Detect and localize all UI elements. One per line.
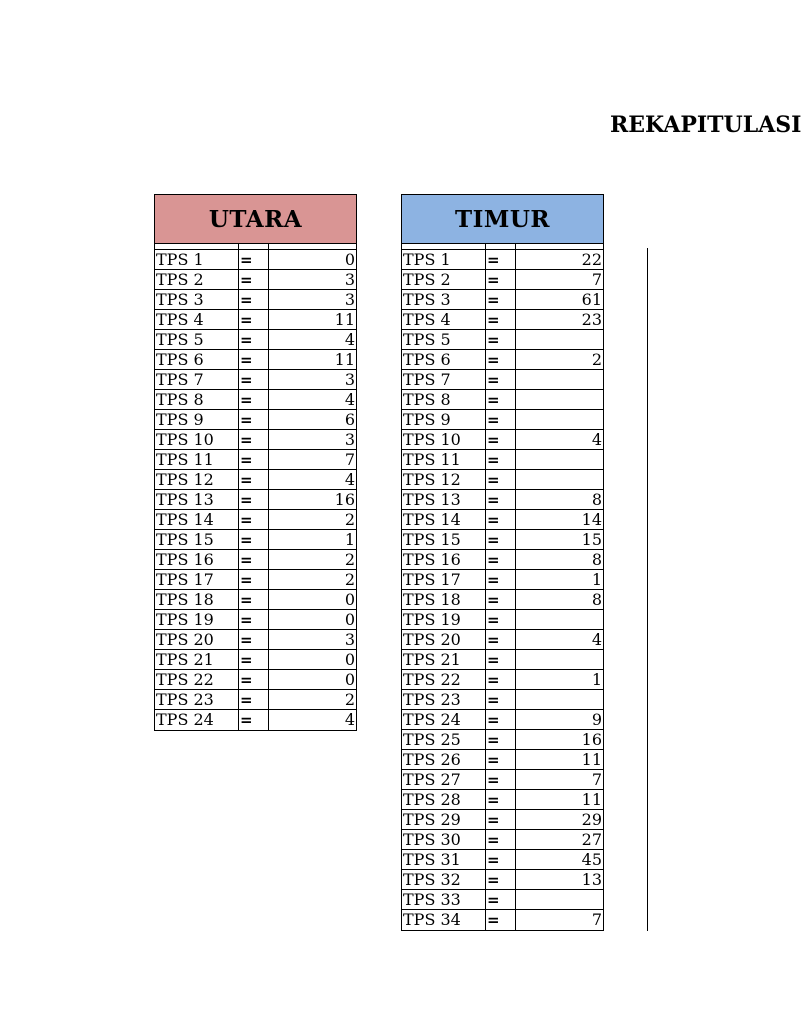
vote-count: 1: [591, 570, 602, 589]
tps-label: TPS 5: [155, 330, 239, 349]
vote-count: 14: [581, 510, 602, 529]
table-row: [402, 650, 603, 670]
vote-count: 9: [591, 710, 602, 729]
vote-count: 4: [344, 390, 355, 409]
table-row: [402, 870, 603, 890]
table-row: [155, 690, 356, 710]
column-divider: [647, 248, 648, 931]
table-row: [402, 390, 603, 410]
table-row: [402, 770, 603, 790]
table-row: [155, 330, 356, 350]
table-row: [155, 450, 356, 470]
equals-sign: =: [486, 370, 516, 389]
vote-count: [516, 690, 603, 709]
vote-count: 8: [591, 550, 602, 569]
table-row: [155, 410, 356, 430]
timur-header: TIMUR: [402, 195, 603, 244]
table-row: [155, 490, 356, 510]
vote-count: 1: [344, 530, 355, 549]
equals-sign: =: [486, 410, 516, 429]
tps-label: TPS 14: [155, 510, 239, 529]
tps-label: TPS 1: [155, 250, 239, 269]
table-row: [402, 630, 603, 650]
tps-label: TPS 5: [402, 330, 486, 349]
equals-sign: =: [486, 610, 516, 629]
table-row: [402, 490, 603, 510]
vote-count: 0: [344, 610, 355, 629]
tps-label: TPS 26: [402, 750, 486, 769]
vote-count: 0: [344, 670, 355, 689]
vote-count: 3: [344, 270, 355, 289]
equals-sign: =: [239, 710, 269, 730]
vote-count: 61: [581, 290, 602, 309]
equals-sign: =: [239, 390, 269, 409]
table-row: [402, 750, 603, 770]
table-row: [402, 790, 603, 810]
tps-label: TPS 7: [402, 370, 486, 389]
tps-label: TPS 15: [155, 530, 239, 549]
tps-label: TPS 4: [155, 310, 239, 329]
table-row: [402, 330, 603, 350]
vote-count: 2: [344, 550, 355, 569]
tps-label: TPS 19: [402, 610, 486, 629]
table-row: [402, 530, 603, 550]
vote-count: 7: [591, 910, 602, 929]
tps-label: TPS 8: [155, 390, 239, 409]
vote-count: 2: [591, 350, 602, 369]
table-row: [402, 830, 603, 850]
equals-sign: =: [239, 610, 269, 629]
vote-count: 4: [344, 470, 355, 489]
equals-sign: =: [239, 250, 269, 269]
tps-label: TPS 10: [155, 430, 239, 449]
tps-label: TPS 2: [402, 270, 486, 289]
tps-label: TPS 6: [155, 350, 239, 369]
tps-label: TPS 3: [155, 290, 239, 309]
equals-sign: =: [239, 310, 269, 329]
vote-count: 16: [581, 730, 602, 749]
vote-count: 0: [344, 250, 355, 269]
equals-sign: =: [486, 710, 516, 729]
equals-sign: =: [239, 550, 269, 569]
tps-label: TPS 30: [402, 830, 486, 849]
vote-count: 4: [591, 430, 602, 449]
table-row: [402, 570, 603, 590]
vote-count: 29: [581, 810, 602, 829]
tps-label: TPS 34: [402, 910, 486, 930]
table-row: [155, 610, 356, 630]
vote-count: [516, 470, 603, 489]
vote-count: [516, 450, 603, 469]
vote-count: [516, 610, 603, 629]
tps-label: TPS 23: [402, 690, 486, 709]
vote-count: [516, 890, 603, 909]
tps-label: TPS 21: [402, 650, 486, 669]
table-row: [402, 450, 603, 470]
vote-count: 4: [344, 710, 355, 729]
equals-sign: =: [486, 810, 516, 829]
equals-sign: =: [486, 890, 516, 909]
tps-label: TPS 16: [402, 550, 486, 569]
equals-sign: =: [486, 270, 516, 289]
table-row: [155, 550, 356, 570]
tps-label: TPS 29: [402, 810, 486, 829]
equals-sign: =: [239, 630, 269, 649]
tps-label: TPS 32: [402, 870, 486, 889]
equals-sign: =: [486, 510, 516, 529]
tps-label: TPS 25: [402, 730, 486, 749]
table-row: [402, 910, 603, 930]
vote-count: 15: [581, 530, 602, 549]
tps-label: TPS 9: [155, 410, 239, 429]
equals-sign: =: [486, 850, 516, 869]
equals-sign: =: [486, 570, 516, 589]
tps-label: TPS 7: [155, 370, 239, 389]
equals-sign: =: [486, 630, 516, 649]
vote-count: 27: [581, 830, 602, 849]
vote-count: 0: [344, 590, 355, 609]
tps-label: TPS 18: [155, 590, 239, 609]
equals-sign: =: [239, 670, 269, 689]
tps-label: TPS 28: [402, 790, 486, 809]
vote-count: 3: [344, 290, 355, 309]
vote-count: 11: [581, 750, 602, 769]
equals-sign: =: [486, 670, 516, 689]
vote-count: 2: [344, 570, 355, 589]
tps-label: TPS 33: [402, 890, 486, 909]
equals-sign: =: [239, 410, 269, 429]
table-row: [402, 470, 603, 490]
tps-label: TPS 21: [155, 650, 239, 669]
table-row: [155, 650, 356, 670]
equals-sign: =: [239, 590, 269, 609]
tps-label: TPS 24: [155, 710, 239, 730]
table-row: [155, 270, 356, 290]
tps-label: TPS 11: [155, 450, 239, 469]
equals-sign: =: [239, 510, 269, 529]
vote-count: 16: [334, 490, 355, 509]
tps-label: TPS 13: [155, 490, 239, 509]
equals-sign: =: [239, 330, 269, 349]
vote-count: 7: [591, 770, 602, 789]
equals-sign: =: [239, 350, 269, 369]
vote-count: 23: [581, 310, 602, 329]
table-row: [402, 290, 603, 310]
equals-sign: =: [486, 470, 516, 489]
vote-count: 2: [344, 510, 355, 529]
tps-label: TPS 11: [402, 450, 486, 469]
equals-sign: =: [486, 690, 516, 709]
tps-label: TPS 31: [402, 850, 486, 869]
table-row: [155, 470, 356, 490]
equals-sign: =: [486, 290, 516, 309]
table-row: [402, 710, 603, 730]
vote-count: 45: [581, 850, 602, 869]
equals-sign: =: [239, 450, 269, 469]
table-row: [155, 630, 356, 650]
vote-count: [516, 370, 603, 389]
table-row: [402, 310, 603, 330]
table-row: [155, 290, 356, 310]
vote-count: [516, 650, 603, 669]
table-row: [402, 510, 603, 530]
vote-count: 11: [334, 310, 355, 329]
equals-sign: =: [239, 370, 269, 389]
tps-label: TPS 14: [402, 510, 486, 529]
table-row: [155, 590, 356, 610]
vote-count: 4: [591, 630, 602, 649]
equals-sign: =: [486, 310, 516, 329]
equals-sign: =: [239, 490, 269, 509]
equals-sign: =: [239, 290, 269, 309]
tps-label: TPS 17: [155, 570, 239, 589]
tps-label: TPS 20: [155, 630, 239, 649]
table-row: [155, 310, 356, 330]
equals-sign: =: [486, 650, 516, 669]
page-title: REKAPITULASI: [610, 112, 801, 138]
equals-sign: =: [486, 910, 516, 930]
table-row: [402, 670, 603, 690]
tps-label: TPS 6: [402, 350, 486, 369]
vote-count: 3: [344, 370, 355, 389]
tps-label: TPS 19: [155, 610, 239, 629]
vote-count: 13: [581, 870, 602, 889]
table-row: [402, 410, 603, 430]
table-row: [155, 250, 356, 270]
vote-count: 1: [591, 670, 602, 689]
equals-sign: =: [486, 450, 516, 469]
table-row: [155, 530, 356, 550]
tps-label: TPS 17: [402, 570, 486, 589]
tps-label: TPS 10: [402, 430, 486, 449]
tps-label: TPS 9: [402, 410, 486, 429]
table-row: [402, 810, 603, 830]
equals-sign: =: [486, 730, 516, 749]
equals-sign: =: [239, 530, 269, 549]
tps-label: TPS 20: [402, 630, 486, 649]
table-row: [402, 590, 603, 610]
equals-sign: =: [486, 250, 516, 269]
vote-count: [516, 410, 603, 429]
equals-sign: =: [486, 870, 516, 889]
table-row: [402, 250, 603, 270]
equals-sign: =: [486, 490, 516, 509]
equals-sign: =: [486, 430, 516, 449]
table-row: [402, 890, 603, 910]
table-row: [155, 710, 356, 730]
tps-label: TPS 13: [402, 490, 486, 509]
tps-label: TPS 1: [402, 250, 486, 269]
equals-sign: =: [486, 590, 516, 609]
tps-label: TPS 12: [155, 470, 239, 489]
table-row: [402, 850, 603, 870]
equals-sign: =: [239, 430, 269, 449]
utara-rows: [155, 250, 356, 730]
timur-rows: [402, 250, 603, 930]
vote-count: 7: [344, 450, 355, 469]
table-row: [402, 430, 603, 450]
vote-count: 11: [581, 790, 602, 809]
table-row: [155, 350, 356, 370]
equals-sign: =: [486, 530, 516, 549]
equals-sign: =: [239, 570, 269, 589]
equals-sign: =: [239, 270, 269, 289]
table-row: [402, 370, 603, 390]
vote-count: 2: [344, 690, 355, 709]
tps-label: TPS 22: [402, 670, 486, 689]
tps-label: TPS 18: [402, 590, 486, 609]
equals-sign: =: [486, 330, 516, 349]
equals-sign: =: [486, 390, 516, 409]
tps-label: TPS 2: [155, 270, 239, 289]
equals-sign: =: [486, 830, 516, 849]
table-row: [155, 570, 356, 590]
tps-label: TPS 22: [155, 670, 239, 689]
equals-sign: =: [239, 690, 269, 709]
table-row: [155, 510, 356, 530]
table-row: [402, 550, 603, 570]
tps-label: TPS 12: [402, 470, 486, 489]
vote-count: 6: [344, 410, 355, 429]
vote-count: [516, 330, 603, 349]
table-row: [402, 270, 603, 290]
table-row: [402, 690, 603, 710]
tps-label: TPS 4: [402, 310, 486, 329]
equals-sign: =: [486, 750, 516, 769]
utara-header: UTARA: [155, 195, 356, 244]
vote-count: 22: [581, 250, 602, 269]
equals-sign: =: [486, 350, 516, 369]
tps-label: TPS 27: [402, 770, 486, 789]
table-row: [155, 430, 356, 450]
tps-label: TPS 24: [402, 710, 486, 729]
tps-label: TPS 15: [402, 530, 486, 549]
vote-count: 3: [344, 430, 355, 449]
timur-table: [401, 194, 604, 931]
equals-sign: =: [239, 470, 269, 489]
vote-count: 4: [344, 330, 355, 349]
vote-count: 11: [334, 350, 355, 369]
table-row: [155, 370, 356, 390]
tps-label: TPS 16: [155, 550, 239, 569]
vote-count: 7: [591, 270, 602, 289]
equals-sign: =: [486, 790, 516, 809]
table-row: [155, 670, 356, 690]
vote-count: [516, 390, 603, 409]
vote-count: 8: [591, 490, 602, 509]
table-row: [155, 390, 356, 410]
table-row: [402, 350, 603, 370]
vote-count: 3: [344, 630, 355, 649]
tps-label: TPS 3: [402, 290, 486, 309]
tps-label: TPS 23: [155, 690, 239, 709]
table-row: [402, 730, 603, 750]
tps-label: TPS 8: [402, 390, 486, 409]
vote-count: 8: [591, 590, 602, 609]
vote-count: 0: [344, 650, 355, 669]
equals-sign: =: [239, 650, 269, 669]
table-row: [402, 610, 603, 630]
equals-sign: =: [486, 770, 516, 789]
equals-sign: =: [486, 550, 516, 569]
utara-table: [154, 194, 357, 731]
